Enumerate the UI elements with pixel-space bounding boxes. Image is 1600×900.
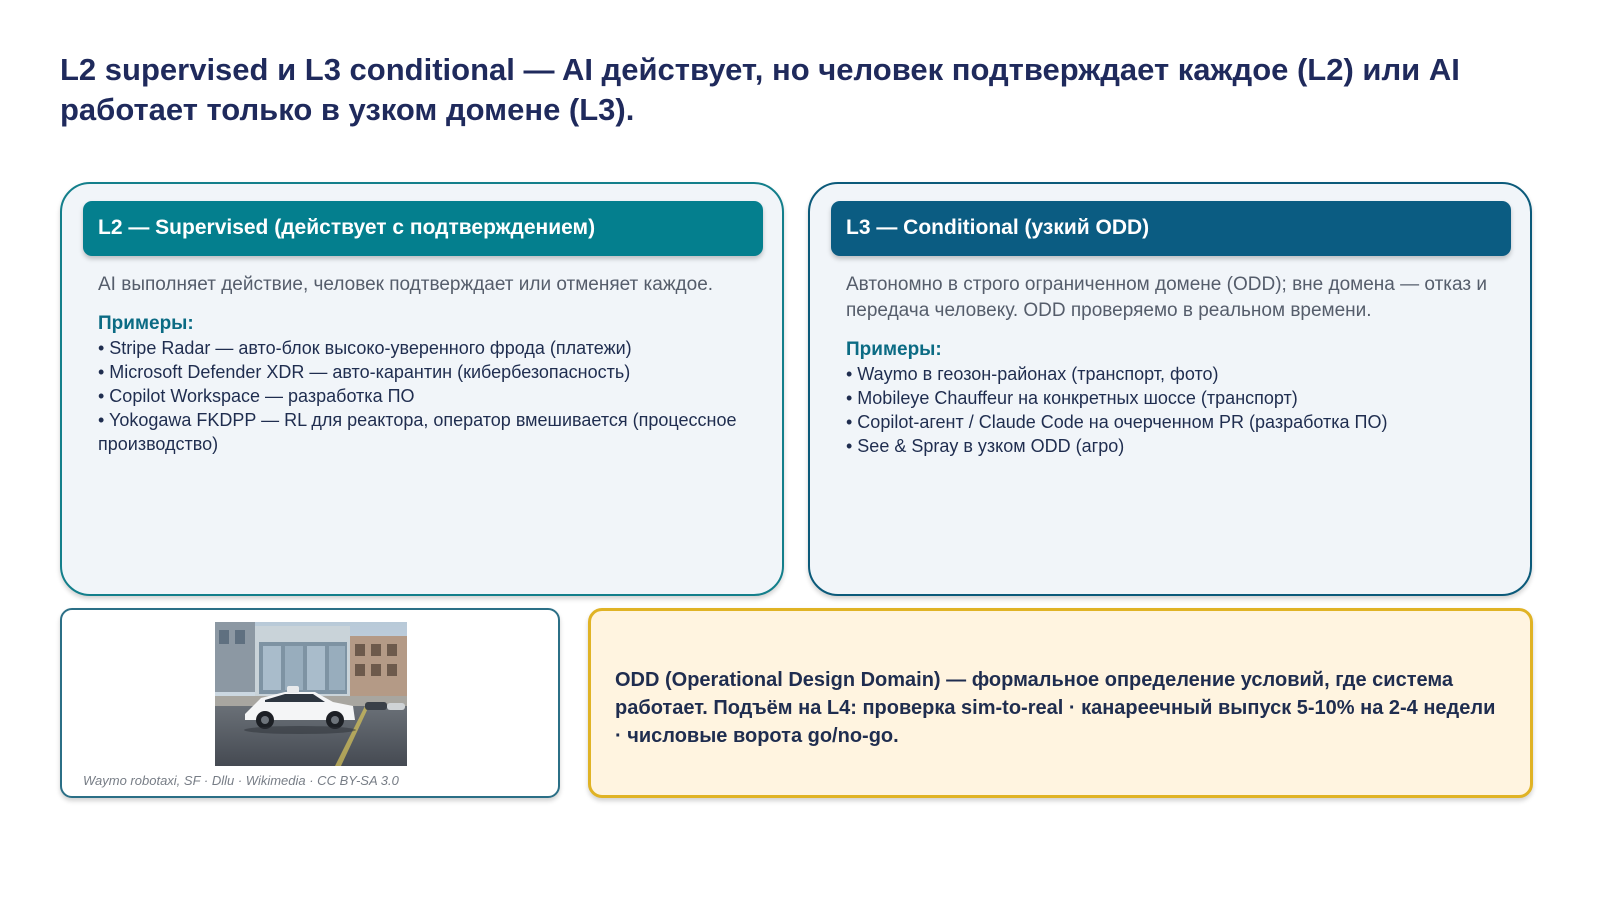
l3-card (808, 182, 1532, 596)
l2-examples (98, 312, 758, 456)
list-item: • Stripe Radar — авто-блок высоко-уверенного фрода (платежи) (98, 338, 632, 358)
photo-caption: Waymo robotaxi, SF · Dllu · Wikimedia · CC BY-SA 3.0 (83, 773, 399, 788)
photo-card (60, 608, 560, 798)
l3-card-header: L3 — Conditional (узкий ODD) (831, 201, 1511, 256)
odd-note-text: ODD (Operational Design Domain) — формальное определение условий, где система работает. Подъём на L4: проверка sim-to-real · канареечный выпуск 5-10% на 2-4 недели · числовые ворота go/no-go. (615, 669, 1496, 747)
list-item: • Microsoft Defender XDR — авто-карантин (кибербезопасность) (98, 362, 631, 382)
l3-examples-label: Примеры: (846, 339, 942, 360)
list-item: • Copilot-агент / Claude Code на очерченном PR (разработка ПО) (846, 412, 1388, 432)
l2-examples-list (98, 336, 758, 456)
waymo-photo (215, 622, 407, 766)
list-item: • See & Spray в узком ODD (агро) (846, 436, 1125, 456)
l3-examples (846, 338, 1506, 458)
list-item: • Mobileye Chauffeur на конкретных шоссе (транспорт) (846, 388, 1298, 408)
list-item: • Copilot Workspace — разработка ПО (98, 386, 415, 406)
list-item: • Yokogawa FKDPP — RL для реактора, оператор вмешивается (процессное производство) (98, 410, 737, 454)
odd-note-box (588, 608, 1533, 798)
l2-description: AI выполняет действие, человек подтверждает или отменяет каждое. (98, 274, 714, 295)
slide-title: L2 supervised и L3 conditional — AI действует, но человек подтверждает каждое (L2) или AI работает только в узком домене (L3). (60, 52, 1460, 127)
l2-examples-label: Примеры: (98, 313, 194, 334)
l3-examples-list (846, 362, 1506, 458)
l2-card-header: L2 — Supervised (действует с подтверждением) (83, 201, 763, 256)
l3-description: Автономно в строго ограниченном домене (ODD); вне домена — отказ и передача человеку. ODD проверяемо в реальном времени. (846, 274, 1487, 321)
l2-card (60, 182, 784, 596)
list-item: • Waymo в геозон-районах (транспорт, фото) (846, 364, 1219, 384)
